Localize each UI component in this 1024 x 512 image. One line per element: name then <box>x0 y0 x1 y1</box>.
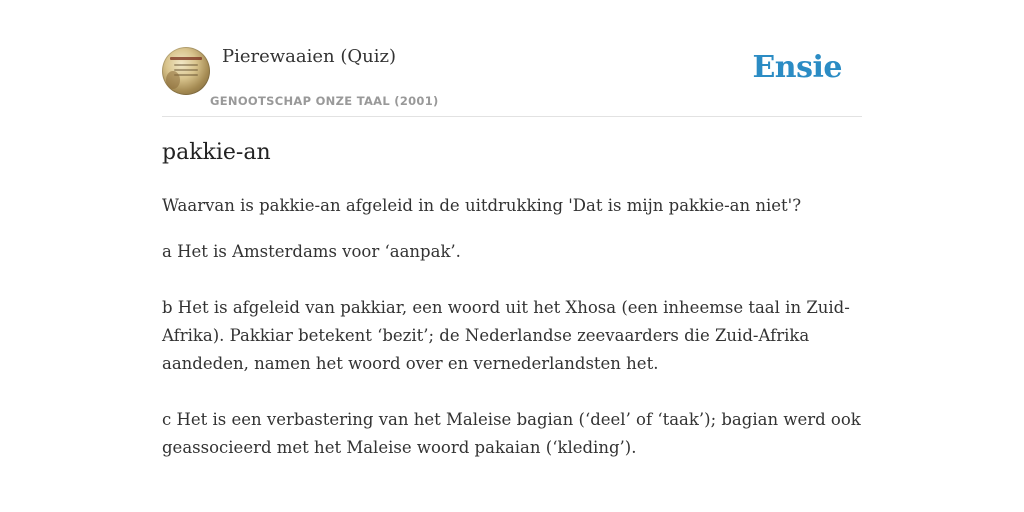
source-avatar[interactable] <box>162 47 210 95</box>
cover-text-line <box>174 64 198 66</box>
source-name-link[interactable]: Pierewaaien (Quiz) <box>222 46 397 67</box>
brand-logo-link[interactable]: Ensie <box>752 50 842 85</box>
book-cover-thumbnail-icon <box>170 57 202 60</box>
entry-title: pakkie-an <box>162 140 271 165</box>
quiz-question: Waarvan is pakkie-an afgeleid in de uitdrukking 'Dat is mijn pakkie-an niet'? <box>162 196 802 215</box>
entry-body <box>162 192 862 462</box>
source-meta: GENOOTSCHAP ONZE TAAL (2001) <box>210 94 439 108</box>
cover-illustration <box>166 71 180 89</box>
source-header <box>162 0 862 117</box>
page <box>162 0 862 457</box>
quiz-option-b: b Het is afgeleid van pakkiar, een woord uit het Xhosa (een inheemse taal in Zuid-Afrika). Pakkiar betekent ‘bezit’; de Nederlandse zeevaarders die Zuid-Afrika aandeden, namen het woord over en vernederlandsten het. <box>162 298 850 373</box>
quiz-option-a: a Het is Amsterdams voor ‘aanpak’. <box>162 242 461 261</box>
quiz-option-c: c Het is een verbastering van het Maleise bagian (‘deel’ of ‘taak’); bagian werd ook geassocieerd met het Maleise woord pakaian (‘kleding’). <box>162 410 861 457</box>
cover-text-line <box>174 69 198 71</box>
